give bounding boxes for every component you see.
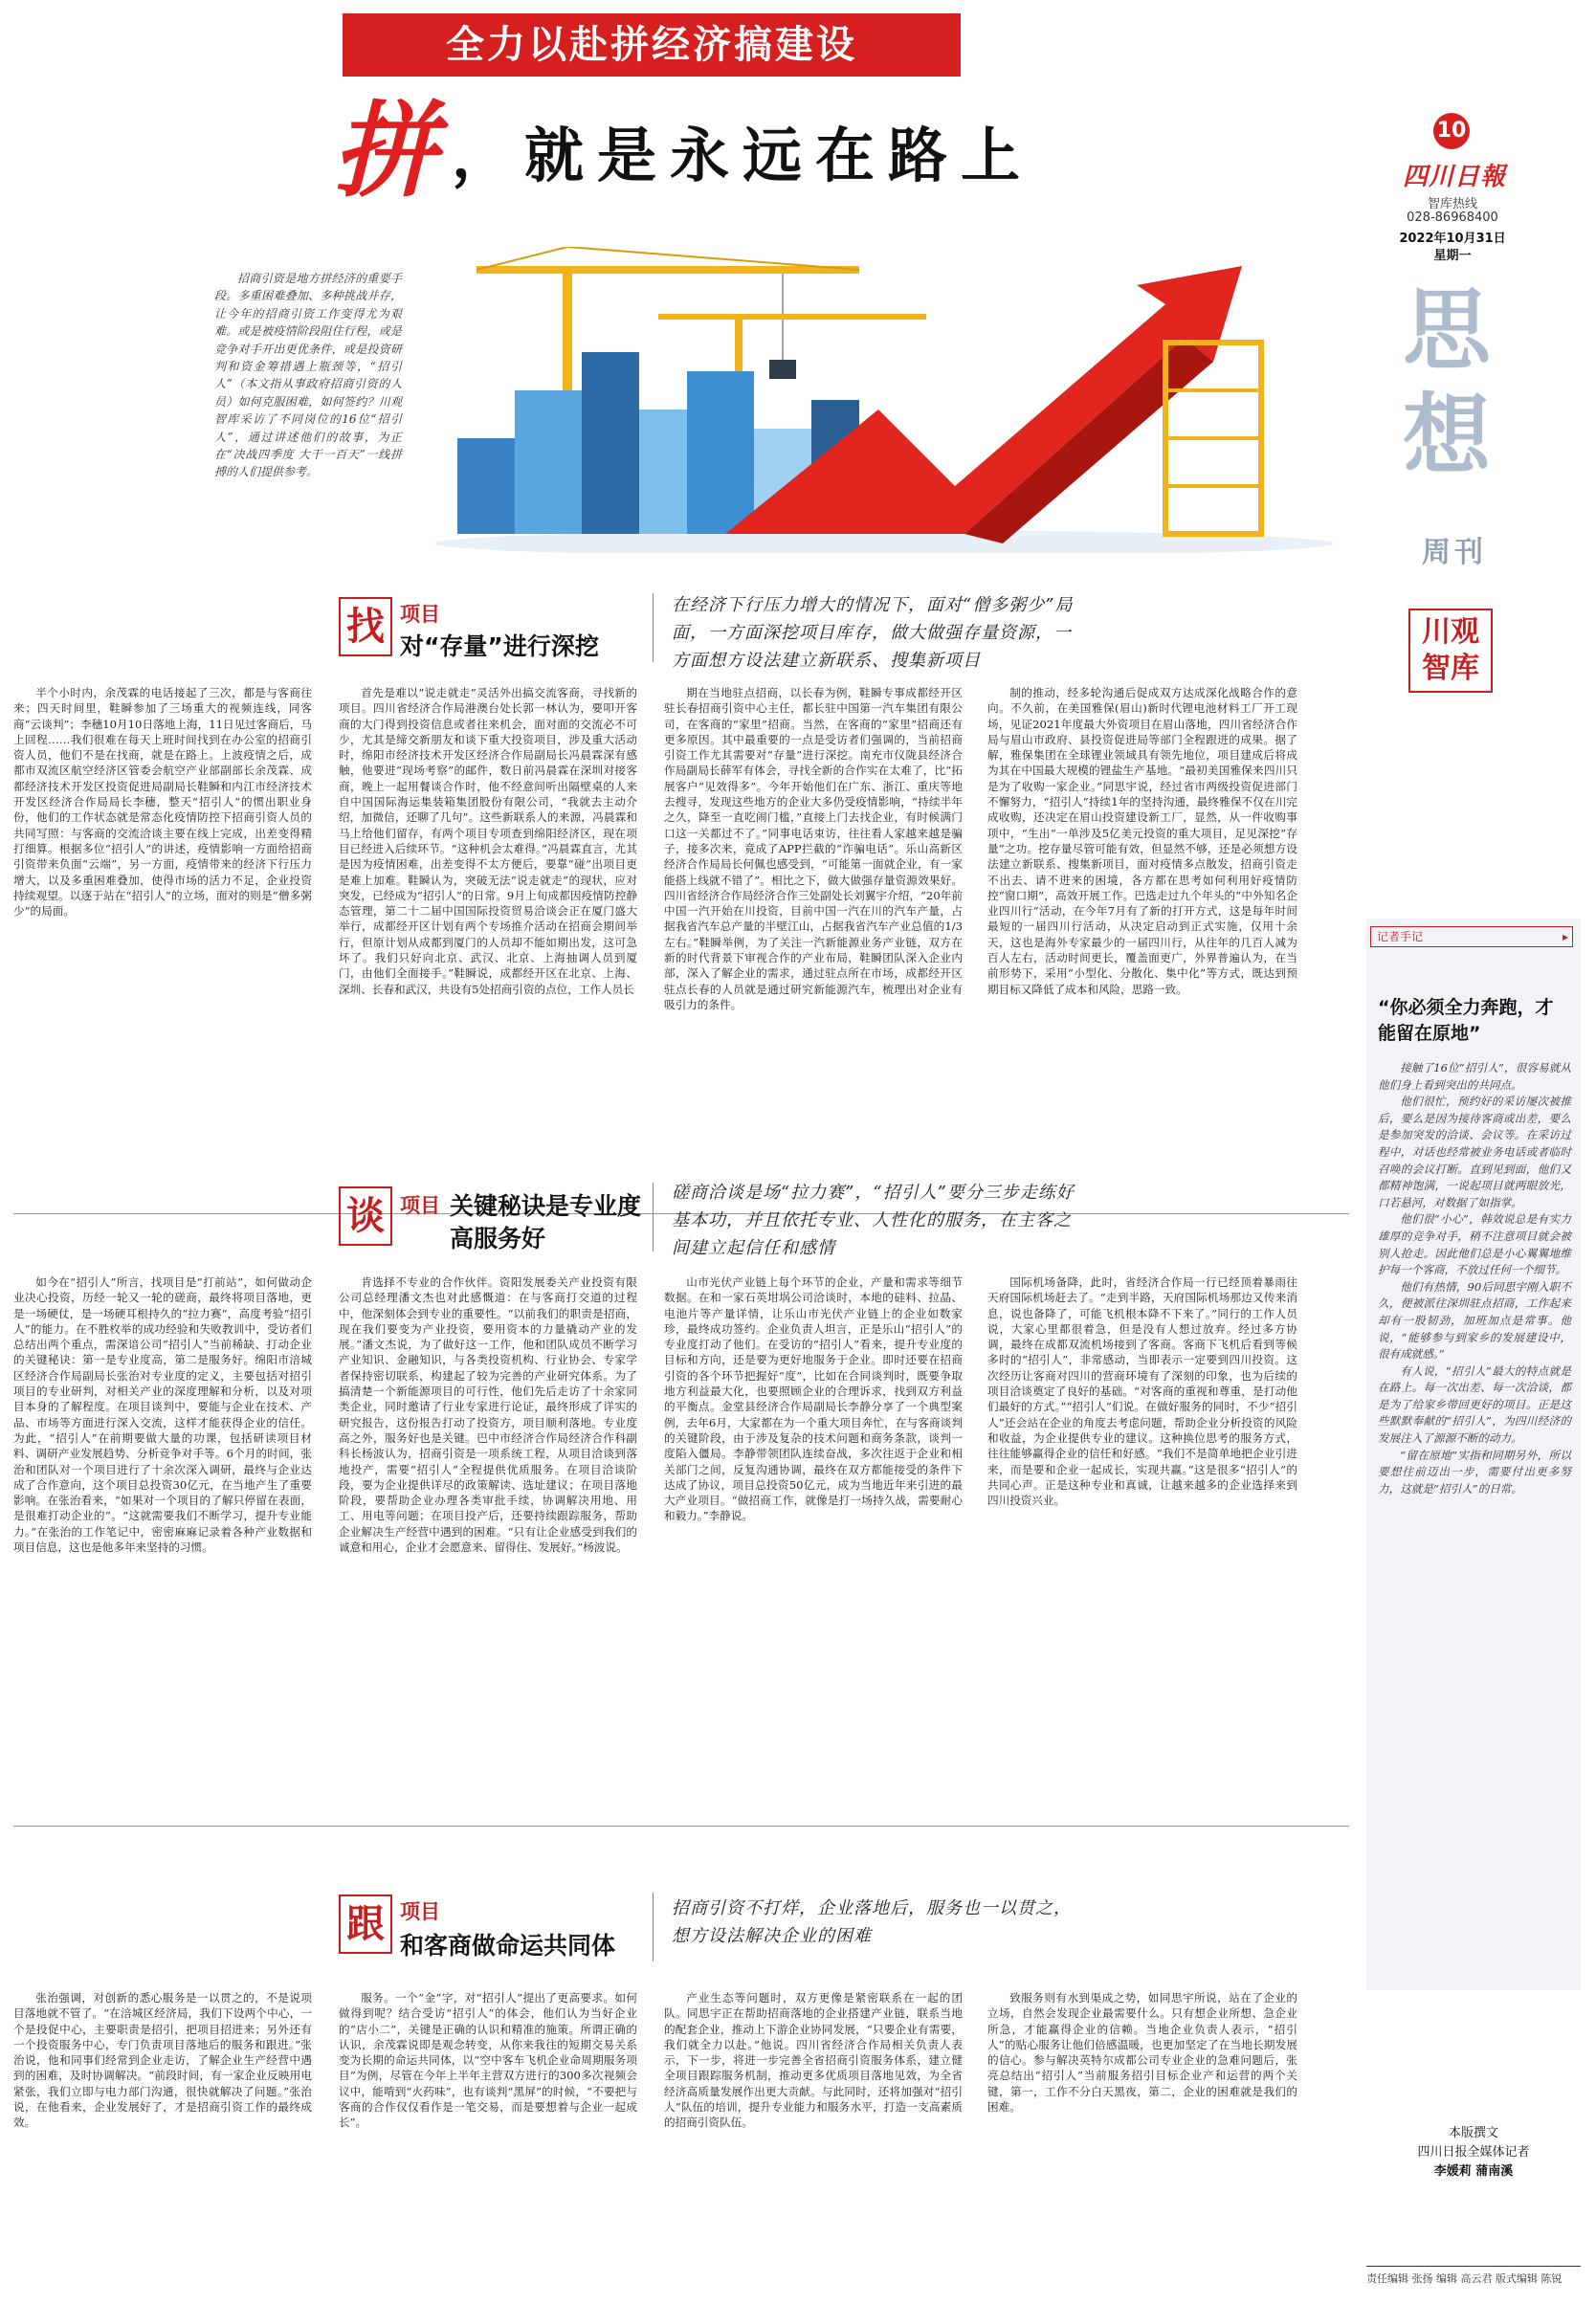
section-2-tag: 项目 [400, 1194, 440, 1217]
section-3-tag: 项目 [400, 1900, 440, 1923]
section-3-divider [653, 1893, 654, 1961]
construction-growth-illustration [419, 247, 1349, 553]
footer-rule [1366, 2266, 1581, 2267]
reporter-note-tag-text: 记者手记 [1377, 930, 1424, 943]
headline-text: ，就是永远在路上 [452, 121, 1034, 190]
note-paragraph: 他们很忙，预约好的采访屡次被推后，要么是因为接待客商或出差，要么是参加突发的洽谈、会议等。在采访过程中，对话也经常被业务电话或者临时召唤的会议打断。直到见到面，他们又都精神饱满，一说起项目就两眼放光，口若悬河，对数据了如指掌。 [1378, 1095, 1571, 1209]
section-title-xiang: 想 [1403, 385, 1492, 487]
byline-names: 李媛莉 蒲南溪 [1433, 2164, 1514, 2179]
article-column: 致服务则有水到渠成之势，如同思宇所说，站在了企业的立场，自然会发现企业最需要什么。只有想企业所想、急企业所急，才能赢得企业的信赖。当地企业负责人表示，“招引人”的贴心服务让他们倍感温暖，也更加坚定了在当地长期发展的信心。参与解决英特尔成都公司专业企业的急难问题后，张亮总结出“招引人”当前服务招引目标企业产和运营的两个关键，第一，工作不分白天黑夜，第二，企业的困难就是我们的困难。 [987, 1991, 1297, 2115]
intro-paragraph: 招商引资是地方拼经济的重要手段。多重困难叠加、多种挑战并存，让今年的招商引资工作变得尤为艰难。或是被疫情阶段阻住行程，或是竞争对手开出更优条件，或是投资研判和资金筹措遇上瓶颈等，“招引人”（本文指从事政府招商引资的人员）如何克服困难，如何签约？川观智库采访了不同岗位的16位“招引人”，通过讲述他们的故事，为正在“决战四季度 大干一百天”一线拼搏的人们提供参考。 [214, 272, 402, 479]
editor-credits: 责任编辑 张扬 编辑 高云君 版式编辑 陈锐 [1366, 2272, 1563, 2285]
section-2-char: 谈 [339, 1186, 392, 1246]
issue-weekday: 星期一 [1433, 249, 1472, 263]
article-column: 首先是难以“说走就走”灵活外出搞交流客商，寻找新的项目。四川省经济合作局港澳台处长郭一林认为，要叩开客商的大门得到投资信息或者往来机会，面对面的交流必不可少，尤其是缔交新朋友和谈下重大投资项目，涉及重大活动时，绵阳市经济技术开发区经济合作局副局长冯晨霖深有感触，他要进“现场考察”的邮件，数日前冯晨霖在深圳对接客商，晚上一起用餐谈合作时，他不经意间听出隔壁桌的人来自中国国际海运集装箱集团股份有限公司，“我就去主动介绍，加微信，还聊了几句”。这些新联系人的来源，冯晨霖和马上给他们留存，有两个项目专项查到绵阳经济区，现在项目已经进入后续环节。“这种机会太难得。”冯晨霖直言，尤其是因为疫情困难，出差变得不太方便后，要靠“碰”出项目更是难上加难。鞋瞬认为，突破无法“说走就走”的现状，应对突发，已经成为“招引人”的日常。9月上旬成都因疫情防控静态管理，第二十二届中国国际投资贸易洽谈会正在厦门盛大举行，成都经开区计划有两个专场推介活动在招商会期间举行，但原计划从成都到厦门的人员却不能如期出发，这可急坏了。我们只好向北京、武汉、北京、上海抽调人员到厦门，由他们全面接手。”鞋瞬说，成都经开区在北京、上海、深圳、长春和武汉，共设有5处招商引资的点位，工作人员长 [339, 686, 637, 996]
arrow-right-icon: ▸ [1562, 930, 1568, 943]
article-column: 服务。一个“金”字，对“招引人”提出了更高要求。如何做得到呢？结合受访“招引人”的体会，他们认为当好企业的“店小二”，关键是正确的认识和精准的施策。所谓正确的认识，余茂霖说即是观念转变，从你来我往的短期交易关系变为长期的命运共同体，以“空中客车飞机企业命周期服务项目”为例，尽管在今年上半年主营双方进行的300多次视频会议中，能啃到“火药味”，也有谈判“黑屏”的时候，“不要把与客商的合作仅仅看作是一笔交易，而是要想着与企业一起成长”。 [339, 1991, 637, 2130]
badge-char: 观 [1451, 615, 1479, 649]
article-column: 国际机场备降，此时，省经济合作局一行已经顶着暴雨往天府国际机场赶去了。“走到半路，天府国际机场那边又传来消息，说也备降了，可能飞机根本降不下来了。”同行的工作人员说，大家心里都很着急，但是没有人想过放弃。经过多方协调，最终在成都双流机场接到了客商。客商下飞机后看到等候多时的“招引人”，非常感动，当即表示一定要到四川投资。这次经历让客商对四川的营商环境有了深刻的印象，也为后续的项目洽谈奠定了良好的基础。“对客商的重视和尊重，是打动他们最好的方式。”“招引人”们说。在做好服务的同时，不少“招引人”还会站在企业的角度去考虑问题，帮助企业分析投资的风险和收益，为企业提供专业的建议。这种换位思考的服务方式，往往能够赢得企业的信任和好感。“我们不是简单地把企业引进来，而是要和企业一起成长，实现共赢。”这是很多“招引人”的共同心声。正是这种专业和真诚，让越来越多的企业选择来到四川投资兴业。 [987, 1275, 1297, 1508]
note-paragraph: “留在原地”实指和同期另外，所以要想往前迈出一步，需要付出更多努力，这就是“招引人”的日常。 [1378, 1448, 1571, 1495]
reporter-note-tag [1370, 926, 1573, 947]
top-banner: 全力以赴拼经济搞建设 [343, 13, 961, 77]
byline-label: 本版撰文 [1448, 2126, 1498, 2140]
byline-org: 四川日报全媒体记者 [1417, 2145, 1530, 2160]
badge-char: 川 [1422, 615, 1451, 649]
article-column: 如今在“招引人”所言，找项目是“打前站”，如何做动企业决心投资，历经一轮又一轮的磋商，最终将项目落地，更是一场硬仗，是一场硬耳根持久的“拉力赛”，高度考验“招引人”的能力。在不胜枚举的成功经验和失败教训中，受访者们总结出两个重点，需深谙公司“招引人”当前稀缺、打动企业的关键秘诀：第一是专业度高，第二是服务好。绵阳市涪城区经济合作局副局长张治对专业度的定义，主要包括对招引项目的专业研判，对相关产业的深度理解和分析，以及对项目本身的了解程度。在项目谈判中，要能与企业在技术、产品、市场等方面进行深入交流，这样才能获得企业的信任。为此，“招引人”在前期要做大量的功课，包括研读项目材料、调研产业发展趋势、分析竞争对手等。6个月的时间，张治和团队对一个项目进行了十余次深入调研，最终与企业达成了合作意向，这个项目总投资30亿元，在当地产生了重要影响。在张治看来，“如果对一个项目的了解只停留在表面，是很难打动企业的”。“这就需要我们不断学习，提升专业能力。”在张治的工作笔记中，密密麻麻记录着各种产业数据和项目信息，这也是他多年来坚持的习惯。 [13, 1275, 312, 1555]
section-3-char: 跟 [339, 1894, 392, 1954]
section-title-si: 思 [1403, 279, 1492, 382]
badge-char: 智 [1422, 652, 1451, 685]
section-1-lead: 在经济下行压力增大的情况下，面对“僧多粥少”局面，一方面深挖项目库存，做大做强存量资源，一方面想方设法建立新联系、搜集新项目 [672, 595, 1074, 671]
reporter-note-title: “你必须全力奔跑，才能留在原地” [1378, 997, 1554, 1044]
article-column: 半个小时内，余茂霖的电话接起了三次，都是与客商往来；四天时间里，鞋瞬参加了三场重大的视频连线，同客商“云谈判”；李穗10月10日落地上海，11日见过客商后，马上回程……我们很难在每天上班时间找到在办公室的招商引资人员，他们不是在找商，就是在路上。上波疫情之后，成都市双流区航空经济区管委会航空产业部副部长余茂霖、成都经济技术开发区投资促进局副局长鞋瞬和内江市经济技术开发区经济合作局局长李穗，整天“招引人”的惯出职业身份，他们的工作状态就是常态化疫情防控下招商引资人员的共同写照：与客商的交流洽谈主要在线上完成，出差变得精打细算。根据多位“招引人”的讲述，疫情影响一方面给招商引资带来负面“云端”，另一方面，疫情带来的经济下行压力增大，以及多重困难叠加，使得市场的活力不足，企业投资持续观望。以逐于站在“招引人”的立场，面对的则是“僧多粥少”的局面。 [13, 686, 312, 919]
headline-big-char: 拼 [333, 92, 437, 211]
note-paragraph: 他们有热情，90后同思宇刚入职不久，便被派往深圳驻点招商，工作起来却有一股韧劲，加班加点是常事。他说，“能够参与到家乡的发展建设中，很有成就感。” [1378, 1279, 1571, 1362]
reporter-note-body [1378, 1060, 1571, 1497]
newspaper-logo: 四川日報 [1403, 163, 1507, 191]
section-1-tag: 项目 [400, 603, 440, 626]
section-3-title: 和客商做命运共同体 [400, 1932, 616, 1960]
chuanguan-zhiku-badge [1408, 609, 1493, 693]
note-paragraph: 接触了16位“招引人”，很容易就从他们身上看到突出的共同点。 [1378, 1061, 1571, 1092]
section-1-title: 对“存量”进行深挖 [400, 632, 599, 660]
article-column: 山市光伏产业链上每个环节的企业，产量和需求等细节数据。在和一家石英坩埚公司洽谈时，本地的硅料、拉晶、电池片等产量详情，让乐山市光伏产业链上的企业如数家珍，最终成功签约。企业负责人坦言，正是乐山“招引人”的专业度打动了他们。在受访的“招引人”看来，提升专业度的目标和方向，还是要为更好地服务于企业。即时还要在招商引资的各个环节把握好“度”，比如在合同谈判时，既要争取地方利益最大化，也要照顾企业的合理诉求，找到双方利益的平衡点。金堂县经济合作局副局长李静分享了一个典型案例，去年6月，大家都在为一个重大项目奔忙，在与客商谈判的关键阶段，由于涉及复杂的技术问题和商务条款，谈判一度陷入僵局。李静带领团队连续奋战，多次往返于企业和相关部门之间，反复沟通协调，最终在双方都能接受的条件下达成了协议，项目总投资50亿元，成为当地近年来引进的最大产业项目。“做招商工作，就像是打一场持久战，需要耐心和毅力。”李静说。 [664, 1275, 963, 1523]
section-2-title: 关键秘诀是专业度高服务好 [450, 1192, 642, 1252]
weekly-label: 周刊 [1422, 536, 1487, 569]
page-number-badge [1433, 113, 1470, 149]
section-3-lead: 招商引资不打烊，企业落地后，服务也一以贯之，想方设法解决企业的困难 [672, 1898, 1072, 1946]
hotline-label: 智库热线 [1427, 197, 1477, 211]
hotline-number: 028-86968400 [1407, 210, 1498, 225]
badge-char: 库 [1451, 652, 1479, 685]
article-column: 产业生态等问题时，双方更像是紧密联系在一起的团队。同思宇正在帮助招商落地的企业搭建产业链，联系当地的配套企业，推动上下游企业协同发展，“只要企业有需要，我们就全力以赴。”他说。四川省经济合作局相关负责人表示，下一步，将进一步完善全省招商引资服务体系，建立健全项目跟踪服务机制，推动更多优质项目落地见效，为全省经济高质量发展作出更大贡献。与此同时，还将加强对“招引人”队伍的培训，提升专业能力和服务水平，打造一支高素质的招商引资队伍。 [664, 1991, 963, 2130]
section-1-char: 找 [339, 597, 392, 656]
note-paragraph: 他们很“小心”，韩效说总是有实力雄厚的竞争对手，稍不注意项目就会被别人抢走。因此他们总是小心翼翼地维护每一个客商，不放过任何一个细节。 [1378, 1212, 1571, 1277]
note-paragraph: 有人说，“招引人”最大的特点就是在路上。每一次出差、每一次洽谈，都是为了给家乡带回更好的项目。正是这些默默奉献的“招引人”，为四川经济的发展注入了源源不断的动力。 [1378, 1363, 1571, 1446]
issue-date: 2022年10月31日 [1399, 232, 1506, 246]
page-number: 10 [1436, 119, 1467, 143]
section-2-divider [653, 1183, 654, 1252]
article-column: 期在当地驻点招商，以长春为例，鞋瞬专事成都经开区驻长春招商引资中心主任，都长驻中国第一汽车集团有限公司，在客商的“家里”招商。当然，在客商的“家里”招商还有更多原因。其中最重要的一点是受访者们强调的，当前招商引资工作尤其需要对“存量”进行深挖。南充市仪陇县经济合作局副局长薛军有体会，寻找全新的合作实在太难了，比“拓展客户”见效得多”。今年开始他们在广东、浙江、重庆等地去搜寻，发现这些地方的企业大多仍受疫情影响，“持续半年之久，降至一直吃闹门槛，”直接上门去找企业，有时候满门口这一关都过不了。”同事电话束访，往往看人家越来越是骗子，接多次来，竟成了APP拦截的“诈骗电话”。乐山高新区经济合作局局长何佩也感受到，“可能第一面就企业，有一家能搭上线就不错了”。相比之下，做大做强存量资源效果好。四川省经济合作局经济合作三处副处长刘翼宇介绍，“20年前中国一汽开始在川投资，目前中国一汽在川的汽车产量，占据我省汽车总产量的半壁江山，占据我省汽车产业总值的1/3左右。”鞋瞬举例，为了关注一汽新能源业务产业链，双方在新的时代背景下审视合作的产业布局，鞋瞬团队深入企业内部，深入了解企业的需求，通过驻点所在市场，成都经开区驻点长春的人员就是通过研究新能源汽车，梳理出对企业有吸引力的条件。 [664, 686, 963, 1011]
section-1-divider [653, 593, 654, 662]
section-2-lead: 磋商洽谈是场“拉力赛”，“招引人”要分三步走练好基本功，并且依托专业、人性化的服务，在主客之间建立起信任和感情 [672, 1183, 1075, 1258]
article-column: 张治强调，对创新的悉心服务是一以贯之的，不是说项目落地就不管了。“在涪城区经济局，我们下设两个中心，一个是投促中心，主要职责是招引，把项目招进来；另外还有一个投资服务中心，专门负责项目落地后的服务和跟进。”张治说，他和同事们经常到企业走访，了解企业生产经营中遇到的困难，及时协调解决。“前段时间，有一家企业反映用电紧张，我们立即与电力部门沟通，很快就解决了问题。”张治说，在他看来，企业发展好了，才是招商引资工作的最终成效。 [13, 1991, 312, 2130]
section-separator [13, 1826, 1349, 1827]
article-column: 制的推动，经多轮沟通后促成双方达成深化战略合作的意向。不久前，在美国雅保(眉山)新时代锂电池材料工厂开工现场，见证2021年度最大外资项目在眉山落地，四川省经济合作局与眉山市政府、县投资促进局等部门全程跟进的成果。据了解，雅保集团在全球锂业领域具有领先地位，项目建成后将成为其在中国最大规模的锂盐生产基地。“最初美国雅保来四川只是为了收购一家企业。”同思宇说，经过省市两级投资促进部门不懈努力，“招引人”持续1年的坚持沟通，最终雅保不仅在川完成收购，还决定在眉山投资建设新工厂，显然，从一件收购事项中，“生出”一单涉及5亿美元投资的重大项目，足见深挖“存量”之功。挖存量尽管可能有效，但显然不够，还是必须想方设法建立新联系、搜集新项目，面对疫情多点散发，招商引资走不出去、请不进来的困境，各方都在思考如何利用好疫情防控“窗口期”，高效开展工作。巴选走过九个年头的“中外知名企业四川行”活动，在今年7月有了新的打开方式，这是每年时间最短的一届四川行活动，从决定启动到正式实施，仅用十余天，这也是海外专家最少的一届四川行，从往年的几百人减为百人左右，活动时间更长，覆盖面更广，外界普遍认为，在当前形势下，采用“小型化、分散化、集中化”等方式，既达到预期目标又降低了成本和风险，思路一致。 [987, 686, 1297, 996]
article-column: 肯选择不专业的合作伙伴。资阳发展委关产业投资有限公司总经理潘文杰也对此感慨道：在与客商打交道的过程中，他深刻体会到专业的重要性。“以前我们的职责是招商，现在我们要变为产业投资，要用资本的力量撬动产业的发展。”潘文杰说，为了做好这一工作，他和团队成员不断学习产业知识、金融知识，与各类投资机构、行业协会、专家学者保持密切联系，构建起了较为完善的产业研究体系。为了搞清楚一个新能源项目的可行性，他们先后走访了十余家同类企业，同时邀请了行业专家进行论证，最终形成了详实的研究报告，这份报告打动了投资方，项目顺利落地。专业度高之外，服务好也是关键。巴中市经济合作局经济合作科副科长杨波认为，招商引资是一项系统工程，从项目洽谈到落地投产，需要“招引人”全程提供优质服务。在项目洽谈阶段，要为企业提供详尽的政策解读、选址建议；在项目落地阶段，要帮助企业办理各类审批手续，协调解决用地、用工、用电等问题；在项目投产后，还要持续跟踪服务，帮助企业解决生产经营中遇到的困难。“只有让企业感受到我们的诚意和用心，企业才会愿意来、留得住、发展好。”杨波说。 [339, 1275, 637, 1555]
